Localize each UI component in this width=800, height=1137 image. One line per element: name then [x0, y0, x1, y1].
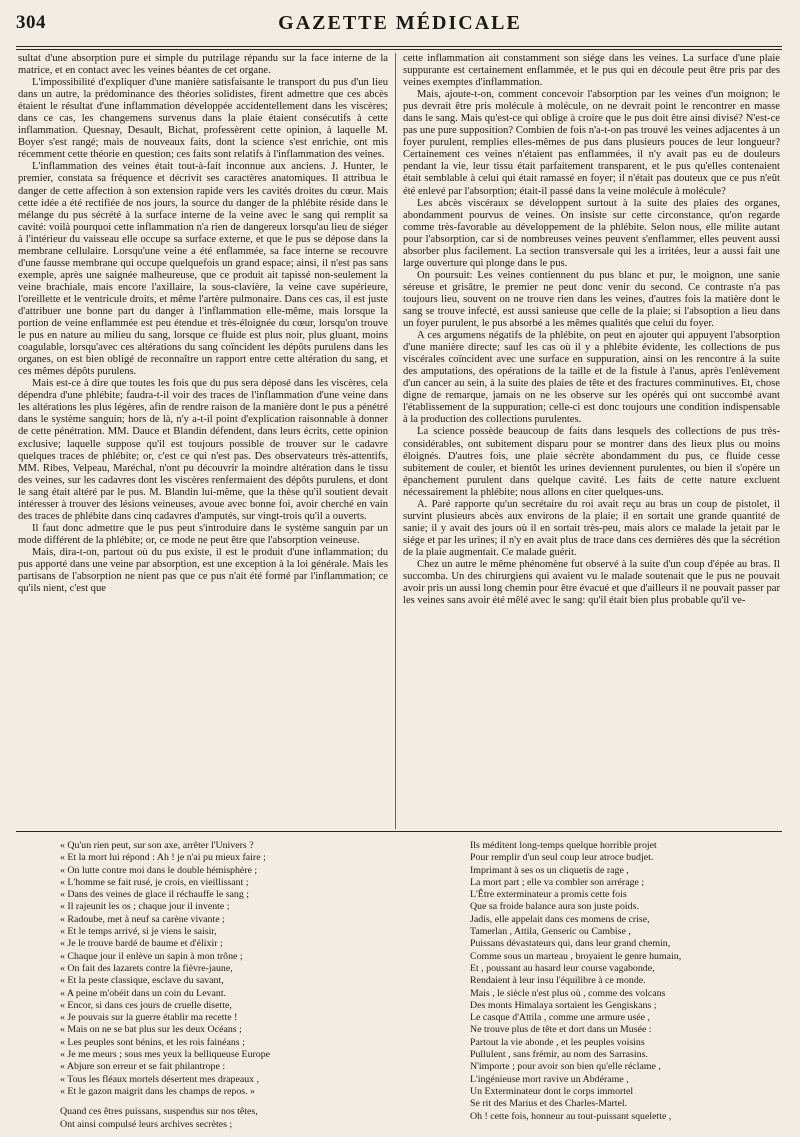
page-number: 304 — [16, 12, 46, 33]
poem-line: « Et la peste classique, esclave du savant, — [60, 975, 224, 987]
paragraph: Les abcès viscéraux se développent surtout à la suite des plaies des organes, abondamment pourvus de veines. On insiste sur cette circonstance, qu'on regarde comme très-favorable au développement de la phlébite. Selon nous, elle milite autant pour l'absorption, car si de nombreuses veines peuvent s'enflammer, elles peuvent aussi absorber plus facilement. La section transversale qui les a irritées, leur a aussi fait une large ouverture qui plonge dans le pus. — [403, 197, 780, 269]
poem-line: N'importe ; pour avoir son bien qu'elle réclame , — [470, 1061, 661, 1073]
poem-line: L'ingénieuse mort ravive un Abdérame , — [470, 1073, 629, 1085]
poem-line: « Je pouvais sur la guerre établir ma recette ! — [60, 1012, 238, 1024]
paragraph: Mais, dira-t-on, partout où du pus existe, il est le produit d'une inflammation; du pus apporté dans une veine par absorption, est une exception à la loi générale. Mais les partisans de l'absorption ne nient pas que ce pus n'ait été formé par l'inflammation; ce qu'ils nient, c'est que — [18, 546, 388, 595]
paragraph: Il faut donc admettre que le pus peut s'introduire dans le système sanguin par un mode différent de la phlébite; or, ce mode ne peut être que l'absorption veineuse. — [18, 522, 388, 546]
poem-line: Que sa froide balance aura son juste poids. — [470, 901, 639, 913]
poem-line: « Encor, si dans ces jours de cruelle disette, — [60, 999, 232, 1011]
poem-line: « Tous les fléaux mortels désertent mes drapeaux , — [60, 1073, 260, 1085]
poem-line: « Radoube, met à neuf sa carène vivante ; — [60, 913, 225, 925]
poem-line: Comme sous un marteau , broyaient le genre humain, — [470, 950, 682, 962]
poem-column-right — [470, 840, 780, 1130]
paragraph: Mais est-ce à dire que toutes les fois que du pus sera déposé dans les viscères, cela dépendra d'une phlébite; faudra-t-il voir des traces de l'inflammation d'une veine dans les altérations les plus légères, afin de rendre raison de la manière dont le pus a pénétré dans le système sanguin; hors de là, n'y a-t-il point d'explication raisonnable à donner de cette pénétration. MM. Dauce et Blandin défendent, dans leurs écrits, cette opinion exclusive; laquelle suppose qu'il est toujours possible de trouver sur le cadavre quelques traces de phlébite; or, c'est ce qui n'est pas. Des observateurs très-attentifs, MM. Ribes, Velpeau, Maréchal, n'ont pu découvrir la moindre altération dans le tissu des veines, sur les cadavres dont les viscères renfermaient des dépôts purulens, et dont le sang était altéré par le pus. M. Blandin lui-même, que la thèse qu'il soutient devait intéresser à trouver des lésions veineuses, avoue avec bonne foi, avoir cherché en vain des traces de phlébite dans cinq cadavres d'amputés, sur vingt-trois qu'il a ouverts. — [18, 378, 388, 522]
paragraph: sultat d'une absorption pure et simple du putrilage répandu sur la face interne de la matrice, et en contact avec les veines béantes de cet organe. — [18, 53, 388, 77]
poem-line: Des monts Himalaya sortaient les Gengiskans ; — [470, 999, 657, 1011]
poem-line: Se rit des Marius et des Charles-Martel. — [470, 1098, 628, 1110]
poem-line: « Qu'un rien peut, sur son axe, arrêter l'Univers ? — [60, 840, 254, 851]
poem-line: Oh ! cette fois, honneur au tout-puissant squelette , — [470, 1110, 672, 1122]
paragraph: L'impossibilité d'expliquer d'une manière satisfaisante le transport du pus d'un lieu dans un autre, la prédominance des théories solidistes, firent admettre que ces abcès étaient le résultat d'une inflammation développée accidentellement dans les viscères; dans ce cas, les changemens survenus dans la plaie étaient consécutifs à cette inflammation. Quesnay, Desault, Bichat, professèrent cette opinion, à laquelle M. Boyer s'est rangé; mais de nouveaux faits, dont la science s'est enrichie, ont mis récemment cette théorie en question; ces faits sont relatifs à l'inflammation des veines. — [18, 77, 388, 161]
poem-line: Puissans dévastateurs qui, dans leur grand chemin, — [470, 938, 671, 950]
poem-line: Quand ces êtres puissans, suspendus sur nos têtes, — [60, 1106, 258, 1118]
poem-line: Un Exterminateur dont le corps immortel — [470, 1085, 634, 1097]
poem-line: Le casque d'Attila , comme une armure usée , — [470, 1012, 651, 1024]
paragraph: On poursuit: Les veines contiennent du pus blanc et pur, le moignon, une sanie séreuse et grisâtre, le premier ne peut donc venir du second. Ce contraste n'a pas toujours lieu, souvent on ne trouve rien dans les veines, d'autres fois la matière dont le sang se trouve infecté, est aussi sanieuse que celle de la plaie; si l'absoption a lieu dans un foyer purulent, le pus absorbé a les mêmes qualités que celui du foyer. — [403, 269, 780, 330]
poem-line: Partout la vie abonde , et les peuples voisins — [470, 1036, 645, 1048]
paragraph: cette inflammation ait constamment son siége dans les veines. La surface d'une plaie suppurante est certainement enflammée, et le pus qui en découle peut être pris par des veines exemptes d'inflammation. — [403, 53, 780, 89]
poem-line: Pour remplir d'un seul coup leur atroce budjet. — [470, 852, 654, 864]
poem-line: « Dans des veines de glace il réchauffe le sang ; — [60, 889, 250, 901]
poem-column-left — [60, 840, 390, 1130]
paragraph: A. Paré rapporte qu'un secrétaire du roi avait reçu au bras un coup de pistolet, il survint plusieurs abcès aux environs de la plaie; il en sortait une grande quantité de sanie; il y avait des jours où il en sortait très-peu, mais alors ce malade la jetait par le siége et par les urines; il n'y en avait plus de trace dans ces dernières dès que la sécrétion de la plaie augmentait. Ce malade guérit. — [403, 498, 780, 558]
poem-line: « A peine m'obéit dans un coin du Levant. — [60, 987, 227, 999]
poem-line: Mais , le siècle n'est plus où , comme des volcans — [470, 987, 666, 999]
poem-line: « L'homme se fait rusé, je crois, en vieillissant ; — [60, 876, 249, 888]
poem-line: « On fait des lazarets contre la fièvre-jaune, — [60, 962, 233, 974]
feuilleton-separator — [16, 831, 782, 832]
poem-line: « On lutte contre moi dans le double hémisphère ; — [60, 864, 258, 876]
poem-line: « Mais on ne se bat plus sur les deux Océans ; — [60, 1024, 242, 1036]
poem-line: « Je me meurs ; sous mes yeux la belliqueuse Europe — [60, 1049, 271, 1061]
poem-line: « Je le trouve bardé de baume et d'élixir ; — [60, 938, 223, 950]
poem-line: « Et la mort lui répond : Ah ! je n'ai pu mieux faire ; — [60, 852, 266, 864]
article-column-right — [403, 53, 780, 829]
poem-line: « Abjure son erreur et se fait philantrope : — [60, 1061, 226, 1073]
poem-line: Rendaient à leur insu l'équilibre à ce monde. — [470, 975, 646, 987]
paragraph: L'inflammation des veines était tout-à-fait inconnue aux anciens. J. Hunter, le premier, constata sa fréquence et décrivit ses caractères anatomiques. Il attribua le danger de cette affection à son extension rapide vers les cavités droites du cœur. Mais cette idée a été rectifiée de nos jours, la source du danger de la phlébite réside dans le mélange du pus sécrété à la surface interne de la veine avec le sang qui remplit sa cavité: voilà pourquoi cette inflammation n'a rien de dangereux lorsqu'au lieu de siéger à l'intérieur du vaisseau elle occupe sa surface externe, et que le pus se dépose dans la membrane cellulaire. Lorsqu'une veine a été enflammée, sa face interne se recouvre d'une fausse membrane qui occupe quelquefois un grand espace; ainsi, il n'est pas sans exemple, après une saignée malheureuse, que ce produit ait tapissé non-seulement la veine brachiale, mais encore l'axillaire, la sous-clavière, la veine cave supérieure, l'oreillette et le ventricule droits, et même l'artère pulmonaire. Dans ces cas, il est juste d'attribuer une bonne part du danger à l'inflammation elle-même, mais lorsque la portion de veine enflammée est peu étendue et très-éloignée du cœur, lorsqu'on trouve le pus en nature au milieu du sang, lorsque ce fluide est plus noir, plus gluant, moins coagulable, lorsqu'avec ces altérations du sang coïncident les dépôts purulens dans les organes, on est bien obligé de reconnaître un rapport entre cette altération du sang, et ces mêmes dépôts purulens. — [18, 161, 388, 378]
poem-line: Imprimant à ses os un cliquetis de rage , — [470, 864, 629, 876]
article-column-left — [18, 53, 388, 829]
poem-line: Ont ainsi compulsé leurs archives secrètes ; — [60, 1118, 233, 1130]
poem-line: Ne trouve plus de tête et dort dans un Musée : — [470, 1024, 652, 1036]
poem-line: Tamerlan , Attila, Genseric ou Cambise , — [470, 926, 631, 938]
paragraph: La science possède beaucoup de faits dans lesquels des collections de pus très-considérables, ont subitement disparu pour se montrer dans des lieux plus ou moins éloignés. D'autres fois, une plaie sécrète abondamment du pus, ce fluide cesse subitement de couler, et bientôt les urines deviennent purulentes, ou bien il s'opère un épanchement purulent dans quelque cavité. Les faits de cette nature excluent nécessairement la phlébite; nous allons en citer quelques-uns. — [403, 426, 780, 498]
poem-line: « Chaque jour il enlève un sapin à mon trône ; — [60, 950, 243, 962]
paragraph: Mais, ajoute-t-on, comment concevoir l'absorption par les veines d'un moignon; le pus devrait être pris molécule à molécule, on ne devrait point le rencontrer en masse dans le sang. Mais qu'est-ce qui oblige à croire que le pus doit être ainsi divisé? N'est-ce pas une pure supposition? Combien de fois n'a-t-on pas trouvé les veines adjacentes à un foyer purulent, remplies elles-mêmes de pus dans plusieurs pouces de leur longueur? Certainement ces veines n'étaient pas enflammées, il n'y avait pas eu de douleurs pendant la vie, leur tissu était parfaitement transparent, et le pus qu'elles contenaient était semblable à celui qui était ramassé en foyer; il n'était pas douteux que ce pus n'eût été enlevé par l'absorption; était-il passé dans la veine molécule à molécule? — [403, 89, 780, 197]
header-rule-thin — [16, 49, 782, 50]
header-rule — [16, 46, 782, 47]
poem-line: Jadis, elle appelait dans ces momens de crise, — [470, 913, 650, 925]
paragraph: Chez un autre le même phénomène fut observé à la suite d'un coup d'épée au bras. Il succomba. Un des chirurgiens qui avaient vu le malade soutenait que le pus ne pouvait avoir pris un aussi long chemin pour être évacué et que d'ailleurs il ne pouvait passer par les veines sans avoir été mêlé avec le sang: qu'il était bien plus probable qu'il ve- — [403, 558, 780, 607]
paragraph: A ces argumens négatifs de la phlébite, on peut en ajouter qui appuyent l'absorption d'une manière directe; sauf les cas où il y a phlébite évidente, les collections de pus viscérales coïncident avec une surface en suppuration, ainsi on les rencontre à la suite des amputations, des opérations de la taille et de la fistule à l'anus, après l'enlèvement d'un cancer au sein, à la suite des plaies de tête et des fractures comminutives. Et, chose digne de remarque, jamais on ne les observe sur les opérés qui ont succombé avant l'établissement de la suppuration; celle-ci est donc toujours une condition indispensable à la production des collections purulentes. — [403, 330, 780, 426]
poem-line: La mort part ; elle va combler son arrérage ; — [470, 876, 645, 888]
poem-line: « Il rajeunit les os ; chaque jour il invente ; — [60, 901, 230, 913]
column-divider — [395, 53, 396, 829]
poem-line: L'Être exterminateur a promis cette fois — [470, 889, 627, 901]
masthead-title: GAZETTE MÉDICALE — [278, 12, 522, 34]
poem-line: « Et le temps arrivé, si je viens le saisir, — [60, 926, 217, 938]
poem-line: Pullulent , sans frémir, au nom des Sarrasins. — [470, 1049, 648, 1061]
poem-line: « Et le gazon maigrit dans les champs de repos. » — [60, 1085, 255, 1097]
poem-line: « Les peuples sont bénins, et les rois fainéans ; — [60, 1036, 245, 1048]
stanza-gap — [60, 1098, 390, 1106]
poem-line: Ils méditent long-temps quelque horrible projet — [470, 840, 657, 851]
poem-line: Et , poussant au hasard leur course vagabonde, — [470, 962, 655, 974]
